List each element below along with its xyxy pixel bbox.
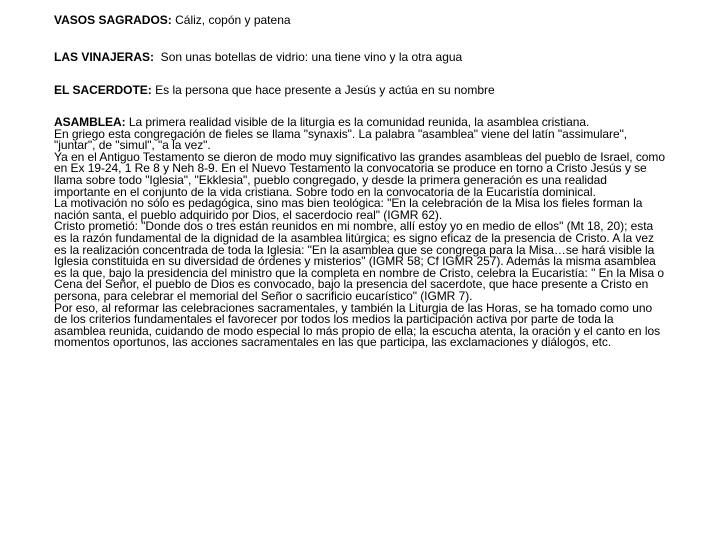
entry-vinajeras — [54, 51, 666, 65]
entry-term: EL SACERDOTE: — [54, 83, 152, 97]
entry-sacerdote — [54, 84, 666, 98]
entry-vasos-sagrados — [54, 14, 666, 28]
entry-term: VASOS SAGRADOS: — [54, 13, 172, 27]
asamblea-paragraph: En griego esta congregación de fieles se llama "synaxis". La palabra "asamblea" viene del latín "assimulare", "juntar", de "simul", "a la vez". — [54, 126, 628, 153]
entry-text: Es la persona que hace presente a Jesús y actúa en su nombre — [151, 83, 495, 97]
entry-term: LAS VINAJERAS: — [54, 50, 155, 64]
entry-text: Cáliz, copón y patena — [171, 13, 291, 27]
asamblea-paragraph: Por eso, al reformar las celebraciones sacramentales, y también la Liturgia de las Horas, se ha tomado como uno de los criterios fundamentales el favorecer por todos los medios la participación activa por parte de toda la asamblea reunida, cuidando de modo especial lo más propio de ella; la escucha atenta, la oración y el canto en los momentos oportunos, las acciones sacramentales en las que participa, las exclamaciones y diálogos, etc. — [54, 300, 661, 350]
paragraph-text: La primera realidad visible de la liturgia es la comunidad reunida, la asamblea cristiana. — [125, 115, 590, 129]
asamblea-paragraph: Ya en el Antiguo Testamento se dieron de modo muy significativo las grandes asambleas del pueblo de Israel, como en Ex 19-24, 1 Re 8 y Neh 8-9. En el Nuevo Testamento la convocatoria se produce en torno a Cristo Jesús y se llama sobre todo "Iglesia", "Ekklesia", pueblo congregado, y desde la primera generación es una realidad importante en el conjunto de la vida cristiana. Sobre todo en la convocatoria de la Eucaristía dominical. — [54, 149, 665, 199]
entry-asamblea — [54, 117, 666, 349]
asamblea-paragraph: Cristo prometió: "Donde dos o tres están reunidos en mi nombre, allí estoy yo en medio de ellos" (Mt 18, 20); esta es la razón fundamental de la dignidad de la asamblea litúrgica; es signo eficaz de la presencia de Cristo. A la vez es la realización concentrada de toda la Iglesia: "En la asamblea que se congrega para la Misa…se hará visible la Iglesia constituida en su diversidad de órdenes y misterios" (IGMR 58; Cf IGMR 257). Además la misma asamblea es la que, bajo la presidencia del ministro que la completa en nombre de Cristo, celebra la Eucaristía: " En la Misa o Cena del Señor, el pueblo de Dios es convocado, bajo la presencia del sacerdote, que hace presente a Cristo en persona, para celebrar el memorial del Señor o sacrificio eucarístico" (IGMR 7). — [54, 219, 665, 303]
entry-term: ASAMBLEA: — [54, 115, 126, 129]
entry-text: Son unas botellas de vidrio: una tiene vino y la otra agua — [154, 50, 463, 64]
asamblea-paragraph: La motivación no sólo es pedagógica, sino mas bien teológica: "En la celebración de la Misa los fieles forman la nación santa, el pueblo adquirido por Dios, el sacerdocio real" (IGMR 62). — [54, 196, 643, 222]
